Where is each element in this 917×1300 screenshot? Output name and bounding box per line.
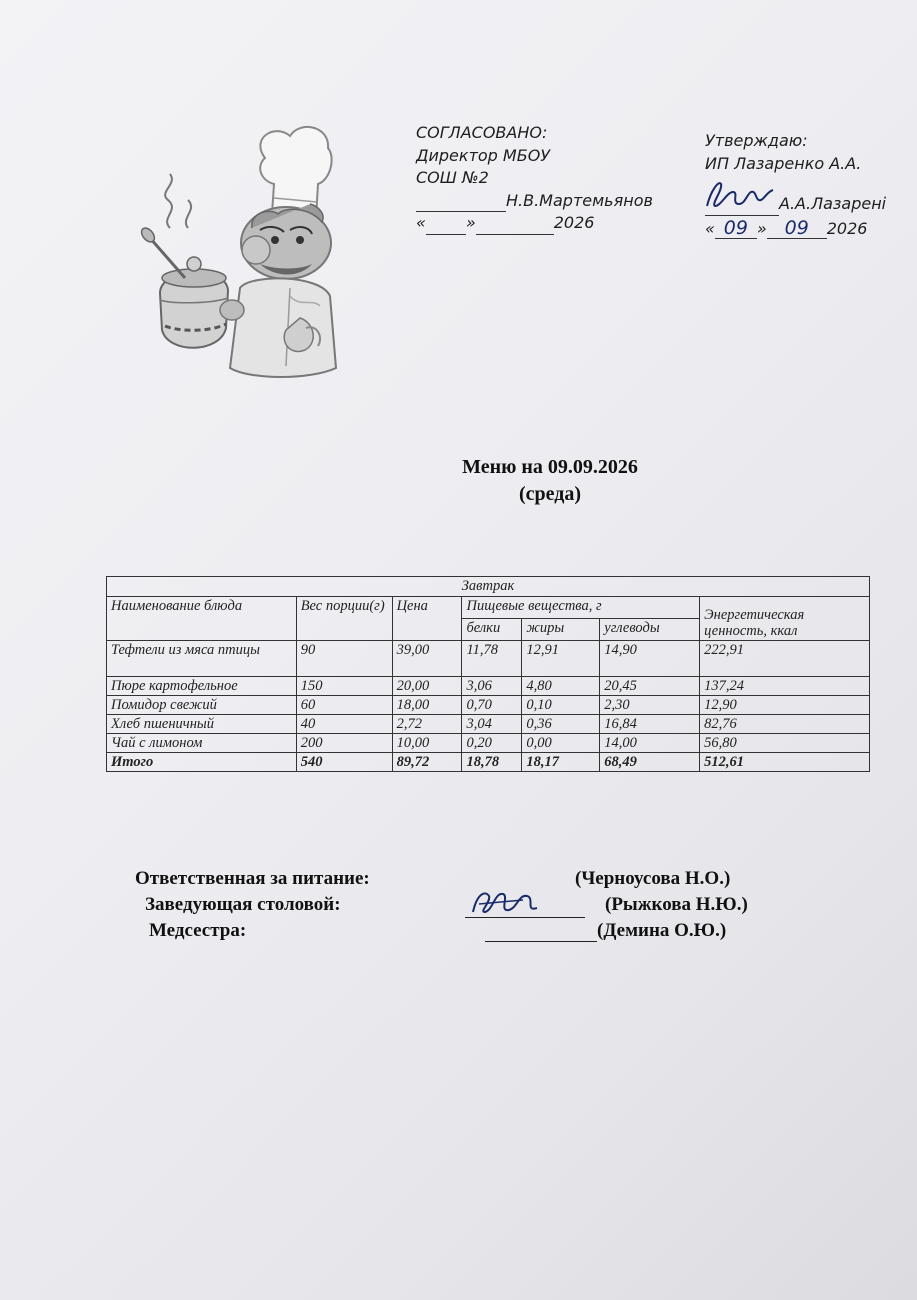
table-row xyxy=(107,696,870,715)
handwritten-signature xyxy=(705,198,779,216)
signature-row xyxy=(135,894,835,920)
signatures-block xyxy=(135,868,835,946)
cell-energy: 222,91 xyxy=(700,641,870,677)
cell-fat: 4,80 xyxy=(522,677,600,696)
header-energy: Энергетическая ценность, ккал xyxy=(700,597,870,641)
table-section-row xyxy=(107,577,870,597)
approval-left-signature-line xyxy=(416,190,701,213)
cell-protein: 3,06 xyxy=(462,677,522,696)
menu-title: Меню на 09.09.2026 xyxy=(462,456,638,478)
approval-right-date xyxy=(705,218,917,241)
cell-weight: 60 xyxy=(296,696,392,715)
cell-carbs: 2,30 xyxy=(600,696,700,715)
signature-person: (Рыжкова Н.Ю.) xyxy=(605,894,748,915)
table-total-row xyxy=(107,753,870,772)
header-weight: Вес порции(г) xyxy=(296,597,392,641)
date-day: 09 xyxy=(715,218,757,239)
total-energy: 512,61 xyxy=(700,753,870,772)
approval-left-date xyxy=(416,212,701,235)
cell-name: Помидор свежий xyxy=(107,696,297,715)
header-name: Наименование блюда xyxy=(107,597,297,641)
date-quote-open: « xyxy=(416,213,426,232)
total-price: 89,72 xyxy=(392,753,462,772)
approval-right-line2: ИП Лазаренко А.А. xyxy=(705,153,862,173)
cell-fat: 0,10 xyxy=(522,696,600,715)
approval-right-signer: А.А.Лазарені xyxy=(779,194,887,213)
cell-price: 10,00 xyxy=(392,734,462,753)
cell-name: Чай с лимоном xyxy=(107,734,297,753)
header-price: Цена xyxy=(392,597,462,641)
table-header-row xyxy=(107,597,870,619)
signature-person: (Демина О.Ю.) xyxy=(597,920,727,941)
cell-energy: 137,24 xyxy=(700,677,870,696)
date-year: 2026 xyxy=(826,218,868,238)
cell-weight: 150 xyxy=(296,677,392,696)
cell-name: Тефтели из мяса птицы xyxy=(107,641,297,677)
signature-row xyxy=(135,920,835,946)
header-carbs: углеводы xyxy=(600,619,700,641)
cell-weight: 200 xyxy=(296,734,392,753)
handwritten-signature xyxy=(465,886,585,918)
month-blank xyxy=(476,219,554,235)
cell-weight: 90 xyxy=(296,641,392,677)
total-protein: 18,78 xyxy=(462,753,522,772)
header-nutrients: Пищевые вещества, г xyxy=(462,597,700,619)
cell-fat: 0,36 xyxy=(522,715,600,734)
approval-right-line1: Утверждаю: xyxy=(705,131,808,150)
signature-role: Заведующая столовой: xyxy=(145,894,341,915)
cell-protein: 0,20 xyxy=(462,734,522,753)
cell-protein: 11,78 xyxy=(462,641,522,677)
approval-right-signature-line xyxy=(705,193,917,216)
signature-role: Ответственная за питание: xyxy=(135,868,370,889)
approval-left-line2: Директор МБОУ xyxy=(416,145,551,165)
signature-scribble-icon xyxy=(701,176,781,212)
cell-name: Хлеб пшеничный xyxy=(107,715,297,734)
table-row xyxy=(107,715,870,734)
date-quote-close: » xyxy=(756,218,767,238)
table-row xyxy=(107,677,870,696)
chef-illustration xyxy=(140,118,340,380)
total-label: Итого xyxy=(107,753,297,772)
total-fat: 18,17 xyxy=(522,753,600,772)
cell-fat: 12,91 xyxy=(522,641,600,677)
cell-price: 39,00 xyxy=(392,641,462,677)
cell-carbs: 16,84 xyxy=(600,715,700,734)
approval-left-signer: Н.В.Мартемьянов xyxy=(506,190,653,210)
cell-energy: 56,80 xyxy=(700,734,870,753)
date-quote-open: « xyxy=(705,218,715,238)
date-quote-close: » xyxy=(465,213,476,232)
header-fat: жиры xyxy=(522,619,600,641)
section-label: Завтрак xyxy=(107,577,870,597)
total-carbs: 68,49 xyxy=(600,753,700,772)
signature-blank xyxy=(485,920,597,942)
date-year: 2026 xyxy=(553,213,595,232)
cell-carbs: 20,45 xyxy=(600,677,700,696)
cell-weight: 40 xyxy=(296,715,392,734)
signature-blank xyxy=(416,196,506,212)
cell-carbs: 14,00 xyxy=(600,734,700,753)
signature-scribble-icon xyxy=(465,886,545,918)
table-row xyxy=(107,641,870,677)
cell-carbs: 14,90 xyxy=(600,641,700,677)
cell-name: Пюре картофельное xyxy=(107,677,297,696)
approval-left-line3: СОШ №2 xyxy=(416,168,489,187)
approval-left-line1: СОГЛАСОВАНО: xyxy=(416,123,548,142)
cell-energy: 82,76 xyxy=(700,715,870,734)
signature-role: Медсестра: xyxy=(149,920,247,941)
day-blank xyxy=(426,219,466,235)
cell-price: 18,00 xyxy=(392,696,462,715)
cell-energy: 12,90 xyxy=(700,696,870,715)
cell-protein: 0,70 xyxy=(462,696,522,715)
total-weight: 540 xyxy=(296,753,392,772)
cell-price: 2,72 xyxy=(392,715,462,734)
signature-person: (Черноусова Н.О.) xyxy=(575,868,731,889)
cell-protein: 3,04 xyxy=(462,715,522,734)
menu-table xyxy=(106,576,870,772)
table-row xyxy=(107,734,870,753)
approval-block-left xyxy=(416,122,701,235)
approval-block-right xyxy=(705,130,917,240)
header-protein: белки xyxy=(462,619,522,641)
date-month: 09 xyxy=(767,218,827,239)
menu-subtitle: (среда) xyxy=(518,483,582,505)
cell-price: 20,00 xyxy=(392,677,462,696)
cell-fat: 0,00 xyxy=(522,734,600,753)
